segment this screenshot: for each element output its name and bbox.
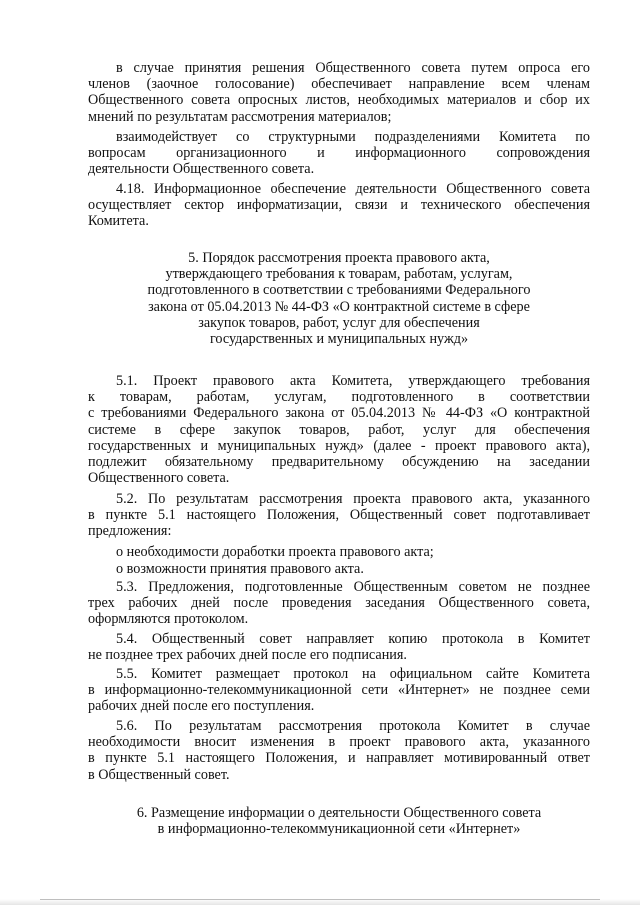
heading-line: государственных и муниципальных нужд» [209, 331, 469, 348]
paragraph-5-5 [88, 666, 590, 715]
heading-line: в информационно-телекоммуникационной сети «Интернет» [157, 821, 521, 838]
text-line: в пункте 5.1 настоящего Положения, Общественный совет подготавливает [88, 507, 590, 524]
text-line: подлежит обязательному предварительному обсуждению на заседании [88, 454, 590, 471]
text-line: государственных и муниципальных нужд» (далее - проект правового акта), [88, 437, 590, 454]
text-line: с требованиями Федерального закона от 05.04.2013 № 44-ФЗ «О контрактной [88, 405, 590, 422]
text-line: Общественного совета. [88, 470, 230, 487]
paragraph-5-3 [88, 579, 590, 628]
heading-line: подготовленного в соответствии с требованиями Федерального [147, 282, 531, 299]
heading-line: 5. Порядок рассмотрения проекта правового акта, [188, 250, 490, 266]
paragraph-4-18 [88, 181, 590, 230]
scan-bottom-edge [0, 899, 640, 905]
paragraph-5-4 [88, 631, 590, 663]
text-line: деятельности Общественного совета. [88, 161, 315, 178]
paragraph-absentee-voting [88, 60, 590, 125]
text-line: оформляются протоколом. [88, 611, 249, 628]
text-line: о возможности принятия правового акта. [116, 561, 364, 577]
text-line: предложения: [88, 523, 172, 540]
text-line: взаимодействует со структурными подразделениями Комитета по [116, 129, 590, 145]
paragraph-interacts [88, 129, 590, 178]
paragraph-5-1 [88, 373, 590, 486]
text-line: в информационно-телекоммуникационной сети «Интернет» не позднее семи [88, 682, 590, 699]
heading-line: утверждающего требования к товарам, работам, услугам, [165, 266, 513, 283]
text-line: 4.18. Информационное обеспечение деятельности Общественного совета [116, 181, 590, 197]
text-line: к товарам, работам, услугам, подготовленного в соответствии [88, 389, 590, 406]
section-5-heading [88, 250, 590, 347]
heading-line: закупок товаров, работ, услуг для обеспечения [198, 314, 480, 331]
paragraph-5-2 [88, 491, 590, 540]
text-line: Общественного совета опросных листов, необходимых материалов и сбор их [88, 92, 590, 109]
text-line: 5.4. Общественный совет направляет копию протокола в Комитет [116, 631, 590, 647]
heading-line: 6. Размещение информации о деятельности Общественного совета [136, 805, 542, 821]
list-item-revision-needed [88, 544, 590, 560]
text-line: членов (заочное голосование) обеспечивает направление всем членам [88, 76, 590, 93]
text-line: о необходимости доработки проекта правового акта; [116, 544, 434, 560]
text-line: системе в сфере закупок товаров, работ, услуг для обеспечения [88, 421, 590, 438]
paragraph-5-6 [88, 718, 590, 783]
text-line: необходимости вносит изменения в проект правового акта, указанного [88, 734, 590, 751]
text-line: 5.3. Предложения, подготовленные Общественным советом не позднее [116, 579, 590, 595]
section-6-heading [88, 805, 590, 837]
text-line: 5.2. По результатам рассмотрения проекта правового акта, указанного [116, 491, 590, 507]
text-line: мнений по результатам рассмотрения материалов; [88, 108, 392, 125]
heading-line: закона от 05.04.2013 № 44-ФЗ «О контрактной системе в сфере [148, 298, 530, 315]
text-line: осуществляет сектор информатизации, связи и технического обеспечения [88, 197, 590, 214]
text-line: 5.6. По результатам рассмотрения протокола Комитет в случае [116, 718, 590, 734]
text-line: рабочих дней после его поступления. [88, 698, 315, 715]
text-line: не позднее трех рабочих дней после его подписания. [88, 647, 407, 664]
text-line: 5.5. Комитет размещает протокол на официальном сайте Комитета [116, 666, 590, 682]
text-line: Комитета. [88, 213, 149, 230]
text-line: вопросам организационного и информационного сопровождения [88, 145, 590, 162]
list-item-adoption-possible [88, 561, 590, 577]
text-line: трех рабочих дней после проведения заседания Общественного совета, [88, 595, 590, 612]
text-line: в случае принятия решения Общественного совета путем опроса его [116, 60, 590, 76]
text-line: в пункте 5.1 настоящего Положения, и направляет мотивированный ответ [88, 750, 590, 767]
text-line: 5.1. Проект правового акта Комитета, утверждающего требования [116, 373, 590, 389]
text-line: в Общественный совет. [88, 766, 230, 783]
